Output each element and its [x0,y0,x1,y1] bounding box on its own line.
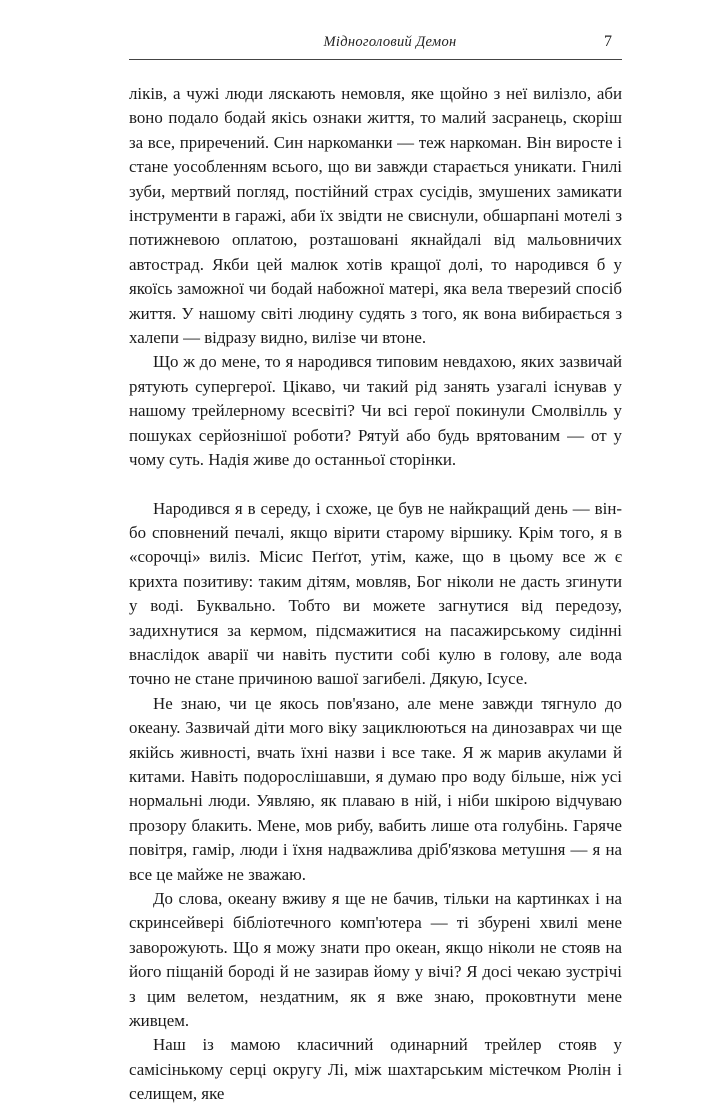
body-text [129,82,622,1107]
paragraph: Наш із мамою класичний одинарний трейлер стояв у самісінькому серці округу Лі, між шахтарським містечком Рюлін і селищем, яке [129,1035,622,1104]
paragraph: Не знаю, чи це якось пов'язано, але мене завжди тягнуло до океану. Зазвичай діти мого віку зациклюються на динозаврах чи ще якійсь живності, вчать їхні назви і все таке. Я ж марив акулами й китами. Навіть подорослішавши, я думаю про воду більше, ніж усі нормальні люди. Уявляю, як плаваю в ній, і ніби шкірою відчуваю прозору блакить. Мене, мов рибу, вабить лише ота голубінь. Гаряче повітря, гамір, люди і їхня надважлива дріб'язкова метушня — я на все це майже не зважаю. [129,693,622,884]
paragraph: До слова, океану вживу я ще не бачив, тільки на картинках і на скринсейвері бібліотечного комп'ютера — ті збурені хвилі мене заворожують. Що я можу знати про океан, якщо ніколи не стояв на його піщаній бороді й не зазирав йому у вічі? Я досі чекаю зустрічі з цим велетом, нездатним, як я вже знаю, проковтнути мене живцем. [129,889,622,1031]
paragraph: Що ж до мене, то я народився типовим невдахою, яких зазвичай рятують супергерої. Цікаво, чи такий рід занять узагалі існував у нашому трейлерному всесвіті? Чи всі герої покинули Смолвілль у пошуках серйознішої роботи? Рятуй або будь врятованим — от у чому суть. Надія живе до останньої сторінки. [129,352,622,470]
paragraph-continued: ліків, а чужі люди ляскають немовля, яке щойно з неї вилізло, аби воно подало бодай якісь ознаки життя, то малий засранець, скоріш за все, приречений. Син наркоманки — теж наркоман. Він виросте і стане уособленням всього, що ви завжди старається уникати. Гнилі зуби, мертвий погляд, постійний страх сусідів, змушених замикати інструменти в гаражі, аби їх звідти не свиснули, обшарпані мотелі з потижневою оплатою, розташовані якнайдалі від мальовничих автострад. Якби цей малюк хотів кращої долі, то народився б у якоїсь заможної чи бодай набожної матері, яка вела тверезий спосіб життя. У нашому світі людину судять з того, як вона вибирається з халепи — відразу видно, вилізе чи втоне. [129,84,622,348]
running-title: Мідноголовий Демон [323,34,457,50]
header-rule [129,59,622,60]
page-number: 7 [604,33,612,50]
paragraph: Народився я в середу, і схоже, це був не найкращий день — він-бо сповнений печалі, якщо вірити старому віршику. Крім того, я в «сорочці» виліз. Місис Пеґґот, утім, каже, що в цьому все ж є крихта позитиву: таким дітям, мовляв, Бог ніколи не дасть згинути у воді. Буквально. Тобто ви можете загнутися від передозу, задихнутися за кермом, підсмажитися на пасажирському сидінні внаслідок аварії чи навіть пустити собі кулю в голову, але вода точно не стане причиною вашої загибелі. Дякую, Ісусе. [129,498,622,689]
section-break [129,473,622,497]
